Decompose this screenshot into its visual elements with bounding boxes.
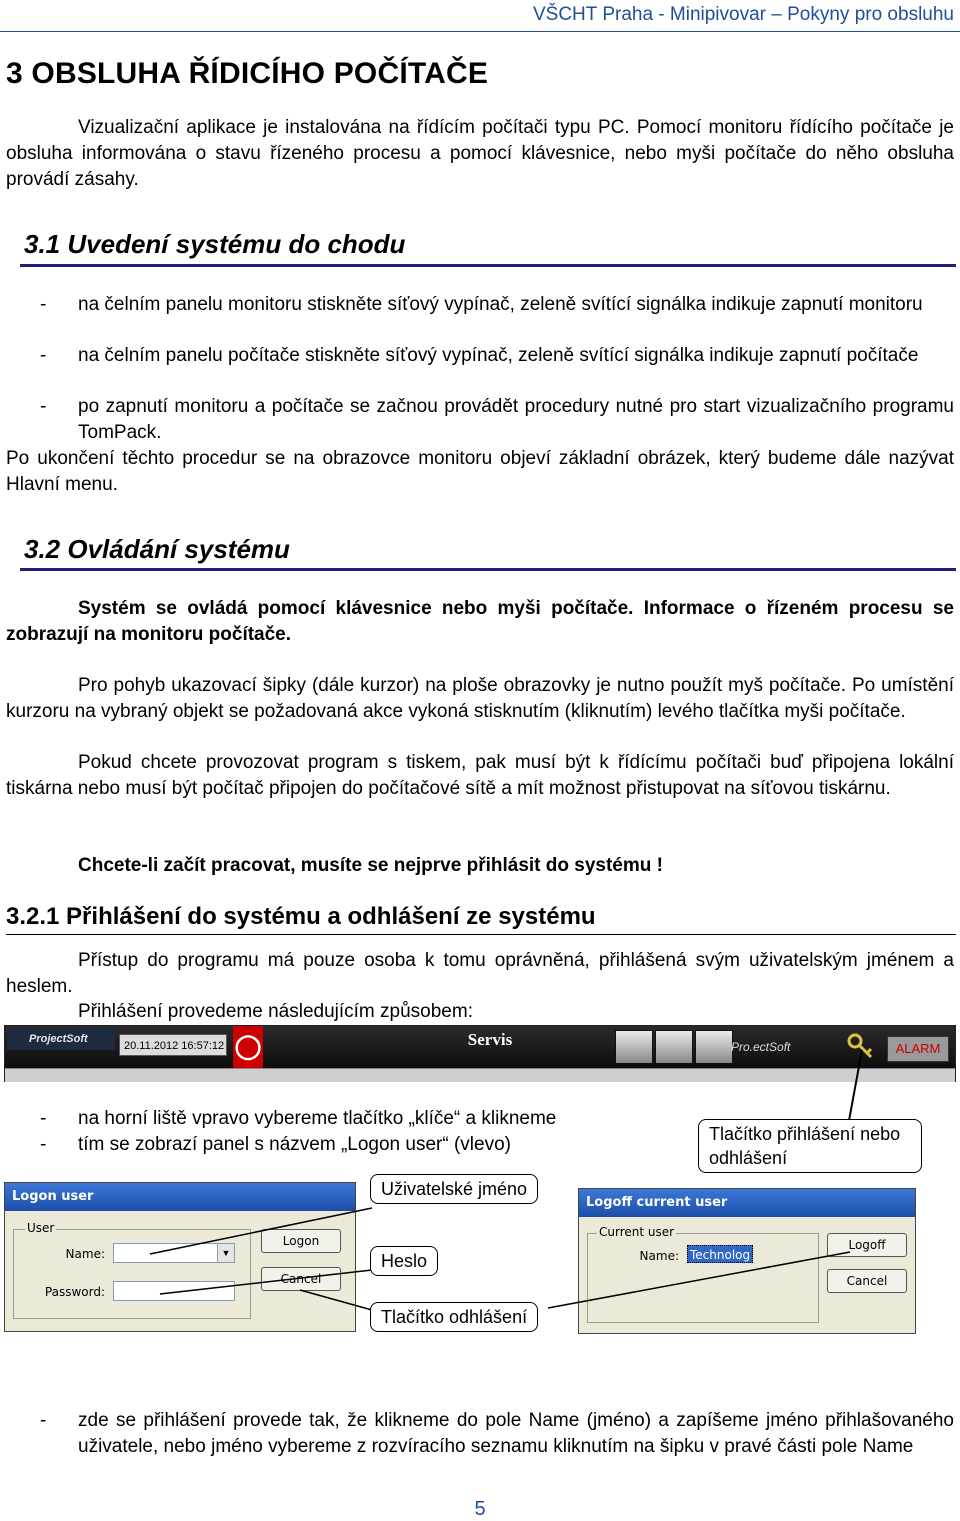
logoff-cancel-button[interactable]: Cancel bbox=[827, 1269, 907, 1293]
s32-bold-paragraph: Systém se ovládá pomocí klávesnice nebo myši počítače. Informace o řízeném procesu se zobrazují na monitoru počítače. bbox=[6, 598, 954, 645]
callout-password: Heslo bbox=[370, 1246, 438, 1276]
chevron-down-icon[interactable]: ▼ bbox=[217, 1244, 234, 1262]
section-3-2-1-title: 3.2.1 Přihlášení do systému a odhlášení ze systému bbox=[6, 903, 596, 930]
section-3-2-title: 3.2 Ovládání systému bbox=[24, 534, 290, 564]
s321-paragraph-2: Přihlášení provedeme následujícím způsobem: bbox=[78, 1001, 473, 1022]
intro-paragraph: Vizualizační aplikace je instalována na řídícím počítači typu PC. Pomocí monitoru řídícího počítače je obsluha informována o stavu řízeného procesu a pomocí klávesnice, nebo myši počítače do něho obsluha provádí zásahy. bbox=[6, 117, 954, 190]
page-number: 5 bbox=[474, 1498, 486, 1520]
bullet-item: - zde se přihlášení provede tak, že klikneme do pole Name (jméno) a zapíšeme jméno přihlašovaného uživatele, nebo jméno vybereme z rozvíracího seznamu kliknutím na šipku v pravé části pole Name bbox=[40, 1410, 954, 1457]
section-3-1-rule bbox=[20, 264, 956, 267]
callout-logout-button: Tlačítko odhlášení bbox=[370, 1302, 538, 1332]
cancel-button[interactable]: Cancel bbox=[261, 1267, 341, 1291]
current-user-group-label: Current user bbox=[599, 1225, 675, 1239]
alarm-button[interactable]: ALARM bbox=[887, 1036, 949, 1062]
name-label: Name: bbox=[65, 1247, 105, 1261]
page-header bbox=[0, 0, 960, 34]
s32-paragraph-2: Pokud chcete provozovat program s tiskem, pak musí být k řídícímu počítači buď připojena lokální tiskárna nebo musí být počítač připojen do počítačové sítě a mít možnost přistupovat na síťovou tiskárnu. bbox=[6, 752, 954, 799]
user-group-label: User bbox=[27, 1221, 55, 1235]
logoff-name-label: Name: bbox=[639, 1249, 679, 1263]
s321-paragraph-1: Přístup do programu má pouze osoba k tomu oprávněná, přihlášená svým uživatelským jménem a heslem. bbox=[6, 950, 954, 997]
toolbar-title: Servis bbox=[467, 1030, 513, 1049]
password-label: Password: bbox=[44, 1285, 105, 1299]
callout-username: Uživatelské jméno bbox=[370, 1174, 538, 1204]
brand-logo-icon: ◯ bbox=[233, 1026, 263, 1068]
bullet-item: - na čelním panelu počítače stiskněte síťový vypínač, zeleně svítící signálka indikuje zapnutí počítače bbox=[40, 345, 919, 366]
section-3-2-1-rule bbox=[6, 934, 956, 935]
current-user-name: Technolog bbox=[687, 1245, 753, 1263]
s32-bold-line: Chcete-li začít pracovat, musíte se nejprve přihlásit do systému ! bbox=[78, 855, 663, 876]
chapter-title: 3 OBSLUHA ŘÍDICÍHO POČÍTAČE bbox=[6, 57, 489, 90]
bullet-item: - tím se zobrazí panel s názvem „Logon user“ (vlevo) bbox=[40, 1134, 511, 1155]
logoff-dialog-title: Logoff current user bbox=[579, 1189, 915, 1217]
logon-button[interactable]: Logon bbox=[261, 1229, 341, 1253]
bullet-item: - na horní liště vpravo vybereme tlačítko „klíče“ a klikneme bbox=[40, 1108, 557, 1129]
logon-dialog-title: Logon user bbox=[5, 1183, 355, 1211]
section-3-2-rule bbox=[20, 568, 956, 571]
logoff-button[interactable]: Logoff bbox=[827, 1233, 907, 1257]
bullet-item: - na čelním panelu monitoru stiskněte síťový vypínač, zeleně svítící signálka indikuje zapnutí monitoru bbox=[40, 294, 923, 315]
s32-paragraph-1: Pro pohyb ukazovací šipky (dále kurzor) na ploše obrazovky je nutno použít myš počítače. Po umístění kurzoru na vybraný objekt se požadovaná akce vykoná stisknutím (kliknutím) levého tlačítka myši počítače. bbox=[6, 675, 954, 722]
section-3-1-title: 3.1 Uvedení systému do chodu bbox=[24, 229, 406, 259]
header-text: VŠCHT Praha - Minipivovar – Pokyny pro obsluhu bbox=[532, 4, 954, 25]
projectsoft-logo: ProjectSoft bbox=[7, 1028, 115, 1050]
projectsoft-logo-right: Pro.ectSoft bbox=[731, 1040, 791, 1054]
toolbar-datetime: 20.11.2012 16:57:12 bbox=[119, 1034, 227, 1056]
callout-login-button: Tlačítko přihlášení nebo odhlášení bbox=[698, 1119, 922, 1173]
bullet-item: - po zapnutí monitoru a počítače se začnou provádět procedury nutné pro start vizualizačního programu TomPack. bbox=[40, 396, 954, 443]
s31-after-paragraph: Po ukončení těchto procedur se na obrazovce monitoru objeví základní obrázek, který budeme dále nazývat Hlavní menu. bbox=[6, 448, 954, 495]
header-rule bbox=[0, 31, 960, 32]
